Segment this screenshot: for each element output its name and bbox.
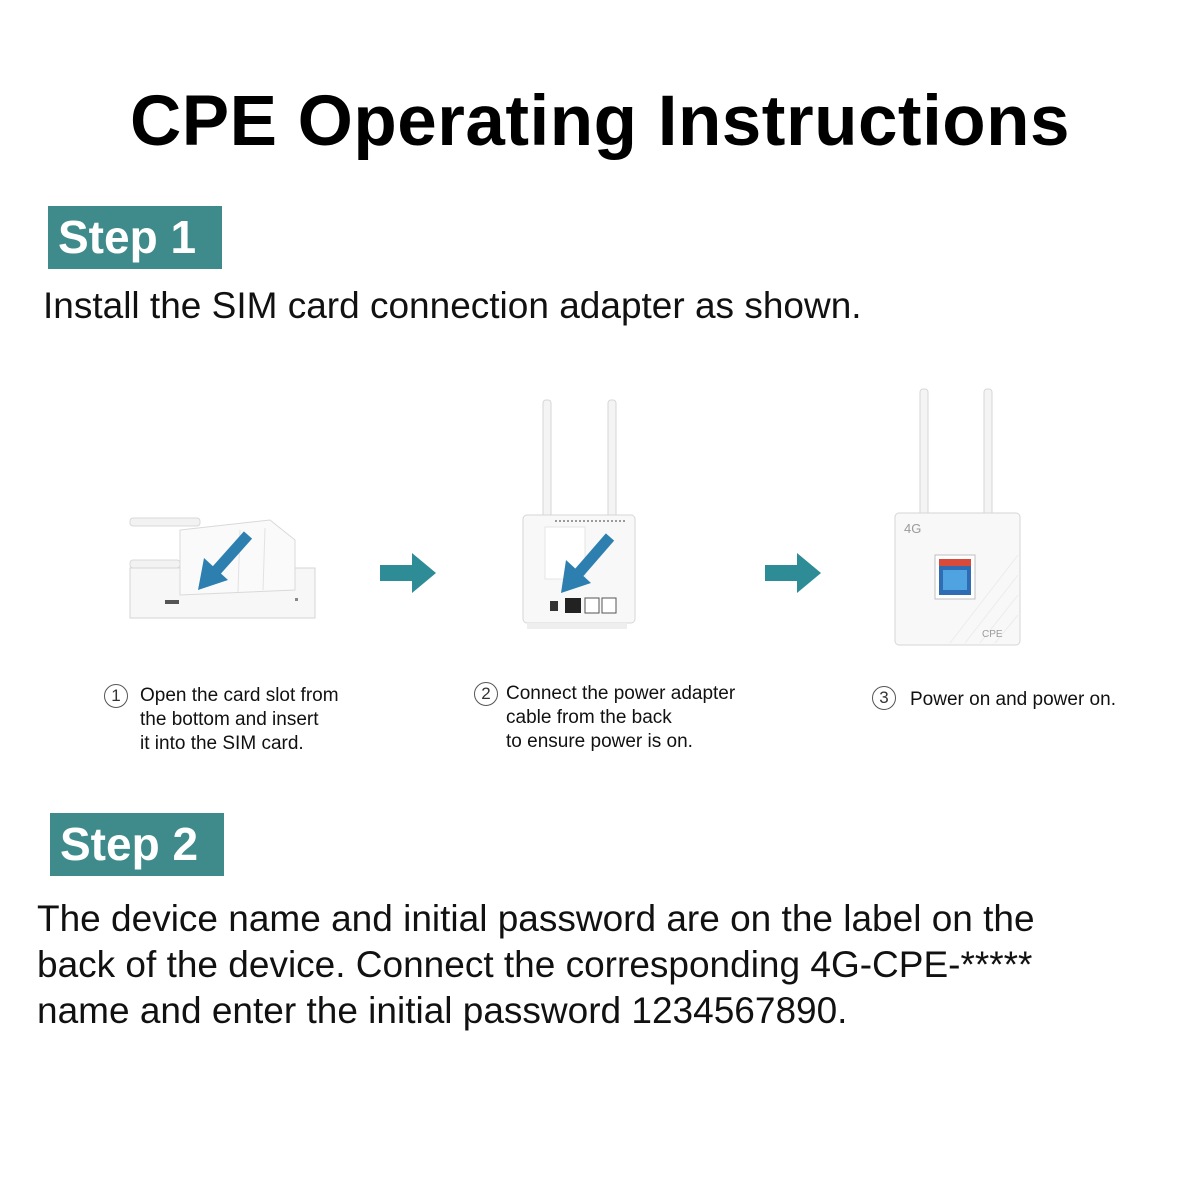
step-2-instruction xyxy=(37,896,1167,1034)
step-2-line-3: name and enter the initial password 1234567890. xyxy=(37,990,848,1031)
caption-2-line-1: Connect the power adapter xyxy=(506,683,736,704)
step-2-badge: Step 2 xyxy=(50,813,224,876)
caption-1-line-1: Open the card slot from xyxy=(140,685,339,706)
router-sim-slot-illustration xyxy=(120,500,325,630)
caption-1 xyxy=(104,684,404,764)
caption-1-line-3: it into the SIM card. xyxy=(140,733,304,754)
caption-2-line-2: cable from the back xyxy=(506,707,672,728)
step-2-line-1: The device name and initial password are on the label on the xyxy=(37,898,1035,939)
right-arrow-icon xyxy=(765,553,825,593)
caption-2-line-3: to ensure power is on. xyxy=(506,731,693,752)
page-title: CPE Operating Instructions xyxy=(129,82,1071,161)
right-arrow-icon xyxy=(380,553,440,593)
step-number-2: 2 xyxy=(474,682,498,706)
caption-3-line-1: Power on and power on. xyxy=(910,689,1116,710)
step-number-3: 3 xyxy=(872,686,896,710)
caption-2 xyxy=(474,682,794,762)
step-1-instruction: Install the SIM card connection adapter as shown. xyxy=(43,285,862,326)
front-brand-text: CPE xyxy=(982,629,1003,640)
step-number-1: 1 xyxy=(104,684,128,708)
caption-1-line-2: the bottom and insert xyxy=(140,709,319,730)
front-logo-text: 4G xyxy=(904,521,922,536)
router-back-illustration xyxy=(515,395,645,635)
router-front-illustration xyxy=(890,385,1025,650)
step-2-line-2: back of the device. Connect the corresponding 4G-CPE-***** xyxy=(37,944,1033,985)
caption-3 xyxy=(872,686,1162,716)
step-1-badge: Step 1 xyxy=(48,206,222,269)
